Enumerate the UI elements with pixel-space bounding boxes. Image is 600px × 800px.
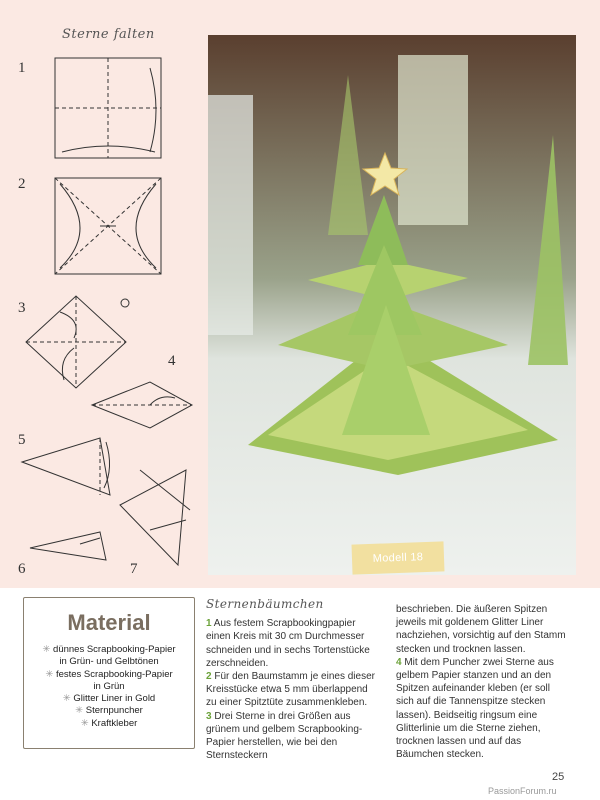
material-item: in Grün- und Gelbtönen	[59, 656, 159, 668]
material-item: ✳ Glitter Liner in Gold	[62, 693, 156, 705]
instruction-step-3-continued: beschrieben. Die äußeren Spitzen jeweils mit goldenem Glitter Liner nachziehen, vorsichtig auf den Stamm stecken und trocknen lassen.	[396, 604, 566, 655]
bullet-star-icon: ✳	[62, 693, 74, 705]
fold-diagrams-svg	[0, 0, 205, 588]
fold-step-7	[120, 470, 186, 565]
diagram-title: Sterne falten	[62, 27, 155, 42]
step-number-3: 3	[18, 300, 26, 316]
bullet-star-icon: ✳	[45, 668, 56, 680]
folding-diagram	[0, 0, 205, 588]
step-number-1: 1	[18, 60, 26, 76]
instructions-column-2	[396, 603, 566, 761]
step-number-7: 7	[130, 561, 138, 577]
watermark: PassionForum.ru	[488, 786, 557, 796]
material-item: ✳ Sternpuncher	[75, 705, 143, 717]
model-photo	[208, 35, 576, 575]
material-box	[23, 597, 195, 749]
instructions-title: Sternenbäumchen	[206, 597, 324, 611]
instructions-column-1	[206, 598, 376, 762]
instruction-step-1: 1 Aus festem Scrapbookingpapier einen Kreis mit 30 cm Durchmesser schneiden und in sechs Tortenstücke zerschneiden.	[206, 618, 370, 669]
material-item: in Grün	[93, 680, 125, 692]
step-number-2: 2	[18, 176, 26, 192]
star-tree-photo-svg	[208, 35, 576, 575]
material-item: ✳ Kraftkleber	[80, 717, 138, 729]
material-list	[24, 644, 194, 730]
step-number-4: 4	[168, 353, 176, 369]
instruction-step-2: 2 Für den Baumstamm je eines dieser Kreisstücke etwa 5 mm überlappend zu einer Spitztüte zusammenkleben.	[206, 671, 375, 709]
material-item: ✳ dünnes Scrapbooking-Papier	[42, 644, 176, 655]
material-title: Material	[67, 610, 151, 635]
material-item: ✳ festes Scrapbooking-Papier	[45, 668, 173, 680]
bullet-star-icon: ✳	[75, 705, 86, 717]
fold-step-6	[30, 532, 106, 560]
step-number-6: 6	[18, 561, 26, 577]
bullet-star-icon: ✳	[80, 717, 92, 729]
instruction-step-3: 3 Drei Sterne in drei Größen aus grünem und gelbem Scrapbooking-Papier herstellen, wie bei den Sternsteckern	[206, 710, 363, 762]
step-number-5: 5	[18, 432, 26, 448]
instruction-step-4: 4 Mit dem Puncher zwei Sterne aus gelbem Papier stanzen und an den Spitzen aufeinander kleben (er soll sich auf die Tannenspitze stecken lassen). Beidseitig ringsum eine Glitterlinie um die Sterne ziehen, trocknen lassen und auf das Bäumchen stecken.	[396, 656, 554, 761]
bullet-star-icon: ✳	[42, 644, 54, 655]
page-number: 25	[552, 771, 565, 783]
model-label: Modell 18	[352, 541, 445, 574]
fold-step-5	[22, 438, 110, 495]
